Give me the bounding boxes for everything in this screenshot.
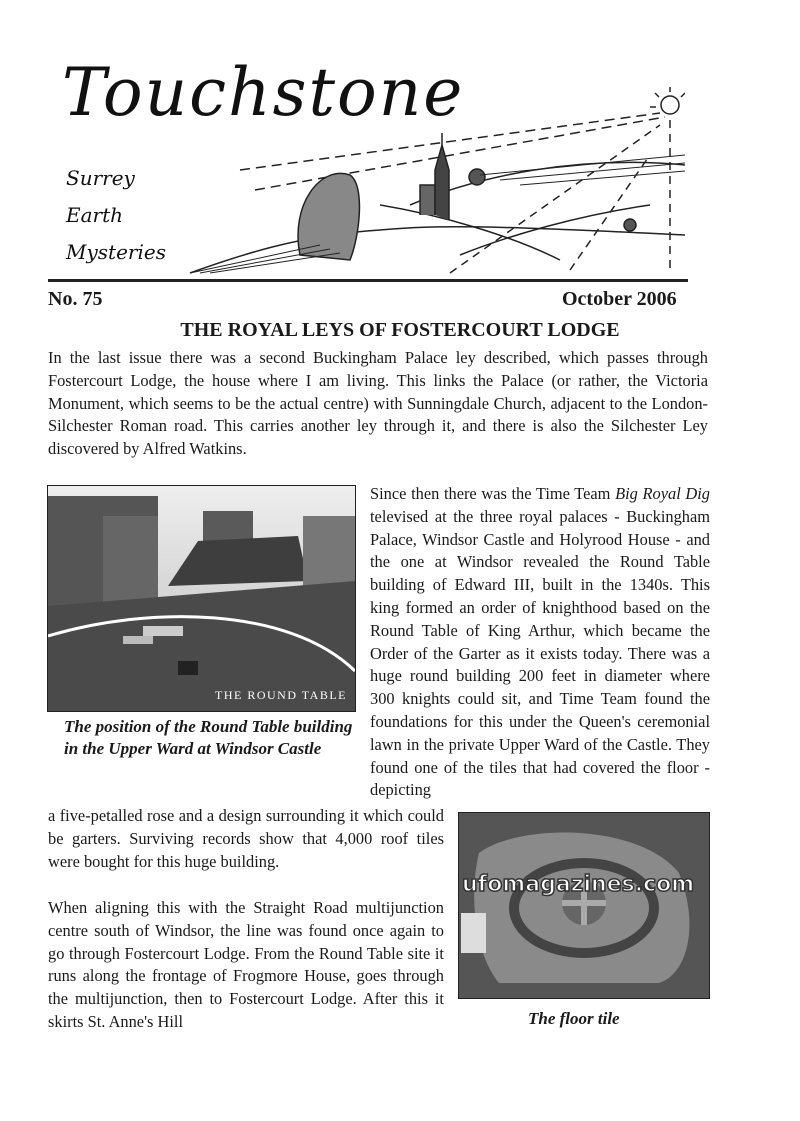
- floor-tile-caption: The floor tile: [528, 1009, 620, 1028]
- photo-overlay-label: THE ROUND TABLE: [215, 688, 347, 702]
- watermark: ufomagazines.com: [462, 872, 695, 897]
- time-team-paragraph-continued: a five-petalled rose and a design surrounding it which could be garters. Surviving records show that 4,000 roof tiles were bought for this huge building.: [48, 806, 444, 871]
- paragraph-text: Since then there was the Time Team: [370, 484, 616, 503]
- issue-number: No. 75: [48, 288, 103, 310]
- sun-icon: [661, 96, 679, 114]
- time-team-paragraph: [370, 483, 710, 802]
- multijunction-paragraph: When aligning this with the Straight Road multijunction centre south of Windsor, the line was found once again to go through Fostercourt Lodge. From the Round Table site it runs along the frontage of Frogmore House, goes through the multijunction, then to Fostercourt Lodge. After this it skirts St. Anne's Hill: [48, 898, 444, 1031]
- masthead-subtitle-line: Surrey: [66, 166, 135, 190]
- programme-title: Big Royal Dig: [615, 484, 710, 503]
- masthead-subtitle-line: Earth: [66, 203, 124, 227]
- landscape-illustration: [180, 85, 685, 275]
- article-headline: THE ROYAL LEYS OF FOSTERCOURT LODGE: [180, 319, 620, 341]
- masthead-divider: [48, 279, 688, 282]
- paragraph-text: televised at the three royal palaces - Buckingham Palace, Windsor Castle and Holyrood House - and the one at Windsor revealed the Round Table building of Edward III, built in the 1340s. This king formed an order of knighthood based on the Round Table of King Arthur, which became the Order of the Garter as it exists today. There was a huge round building 200 feet in diameter where 300 knights could sit, and Time Team found the foundations for this under the Queen's ceremonial lawn in the private Upper Ward of the Castle. They found one of the tiles that had covered the floor - depicting: [370, 506, 710, 800]
- masthead-title: Touchstone: [62, 54, 465, 131]
- round-table-caption: The position of the Round Table building in the Upper Ward at Windsor Castle: [64, 717, 353, 758]
- round-table-photo: [47, 485, 356, 712]
- masthead-subtitle-line: Mysteries: [66, 240, 166, 264]
- issue-date: October 2006: [562, 288, 677, 310]
- floor-tile-photo: [458, 812, 710, 999]
- intro-paragraph: In the last issue there was a second Buckingham Palace ley described, which passes through Fostercourt Lodge, the house where I am living. This links the Palace (or rather, the Victoria Monument, which seems to be the actual centre) with Sunningdale Church, adjacent to the London-Silchester Roman road. This carries another ley through it, and there is also the Silchester Ley discovered by Alfred Watkins.: [48, 348, 708, 459]
